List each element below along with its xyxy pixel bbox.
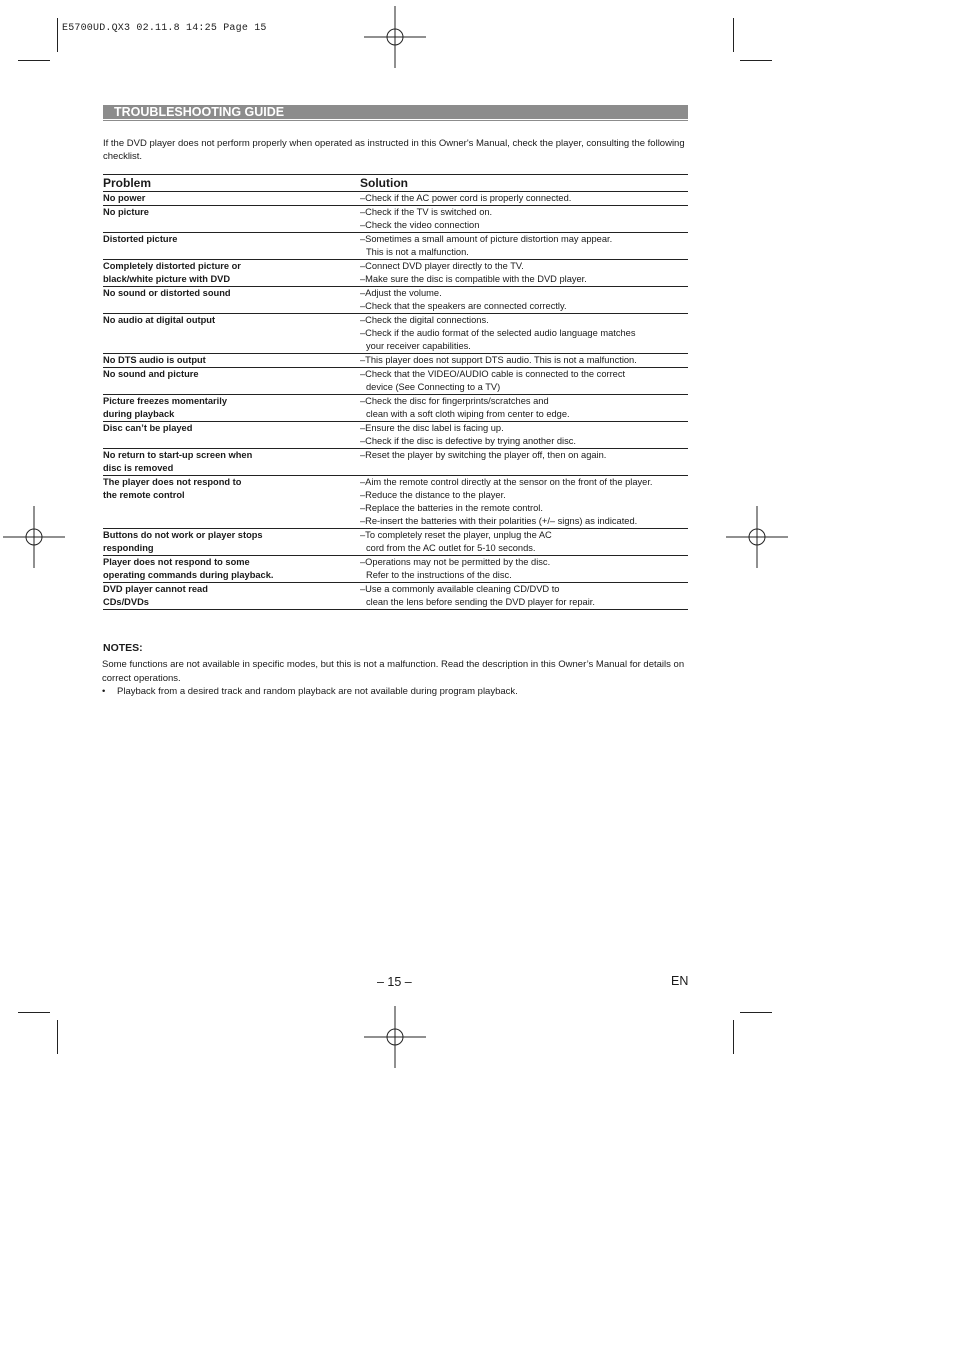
solution-line: –Reset the player by switching the player off, then on again. [360,450,607,460]
table-row [103,395,688,422]
solution-line: –Check if the AC power cord is properly connected. [360,193,572,203]
solution-line: –This player does not support DTS audio. This is not a malfunction. [360,355,637,365]
problem-line: The player does not respond to [103,477,242,487]
problem-cell [103,192,360,206]
problem-cell [103,449,360,476]
table-row [103,287,688,314]
solution-cell [360,314,688,354]
problem-line: the remote control [103,490,185,500]
solution-cell [360,233,688,260]
solution-line: –Use a commonly available cleaning CD/DVD to [360,584,560,594]
registration-mark-icon [726,506,788,568]
problem-cell [103,206,360,233]
problem-line: operating commands during playback. [103,570,274,580]
solution-cell [360,556,688,583]
solution-line: Refer to the instructions of the disc. [366,570,512,580]
solution-line: –Aim the remote control directly at the sensor on the front of the player. [360,477,653,487]
problem-line: No power [103,193,146,203]
notes-title: NOTES: [103,642,143,654]
section-title: TROUBLESHOOTING GUIDE [103,105,688,119]
crop-mark [740,1012,772,1013]
problem-line: black/white picture with DVD [103,274,231,284]
table-row [103,314,688,354]
registration-mark-icon [3,506,65,568]
registration-mark-icon [364,6,426,68]
table-row [103,260,688,287]
problem-cell [103,354,360,368]
print-slug: E5700UD.QX3 02.11.8 14:25 Page 15 [62,23,267,34]
problem-cell [103,529,360,556]
problem-cell [103,287,360,314]
table-row [103,354,688,368]
solution-cell [360,449,688,476]
problem-line: No return to start-up screen when [103,450,253,460]
solution-line: –To completely reset the player, unplug the AC [360,530,552,540]
problem-cell [103,395,360,422]
problem-cell [103,368,360,395]
solution-line: –Check that the speakers are connected correctly. [360,301,567,311]
problem-cell [103,314,360,354]
problem-cell [103,583,360,610]
crop-mark [57,18,58,52]
column-header-solution: Solution [360,175,688,192]
table-row [103,476,688,529]
problem-cell [103,556,360,583]
notes-text: Some functions are not available in specific modes, but this is not a malfunction. Read the description in this Owner’s Manual for details on correct operations. [102,659,685,684]
problem-line: No DTS audio is output [103,355,206,365]
crop-mark [18,60,50,61]
language-code: EN [671,974,689,988]
problem-line: No sound or distorted sound [103,288,231,298]
solution-line: –Check if the TV is switched on. [360,207,493,217]
table-row [103,449,688,476]
problem-cell [103,260,360,287]
solution-cell [360,529,688,556]
solution-cell [360,260,688,287]
solution-line: clean with a soft cloth wiping from center to edge. [366,409,570,419]
solution-line: –Check if the disc is defective by trying another disc. [360,436,576,446]
table-row [103,192,688,206]
solution-line: –Re-insert the batteries with their polarities (+/– signs) as indicated. [360,516,638,526]
page-number: – 15 – [377,975,412,989]
solution-line: –Reduce the distance to the player. [360,490,506,500]
solution-line: –Check the digital connections. [360,315,489,325]
table-row [103,206,688,233]
solution-line: –Make sure the disc is compatible with the DVD player. [360,274,587,284]
solution-line: cord from the AC outlet for 5-10 seconds. [366,543,536,553]
notes-bullet-text: Playback from a desired track and random playback are not available during program playback. [117,686,518,697]
solution-cell [360,192,688,206]
registration-mark-icon [364,1006,426,1068]
problem-line: Picture freezes momentarily [103,396,228,406]
solution-line: –Ensure the disc label is facing up. [360,423,504,433]
table-row [103,233,688,260]
solution-line: –Check if the audio format of the selected audio language matches [360,328,636,338]
intro-paragraph: If the DVD player does not perform properly when operated as instructed in this Owner's Manual, check the player, consulting the following checklist. [103,138,685,162]
crop-mark [18,1012,50,1013]
section-title-rule [103,120,688,121]
solution-line: –Replace the batteries in the remote control. [360,503,543,513]
table-body [103,192,688,610]
table-row [103,529,688,556]
solution-line: –Adjust the volume. [360,288,442,298]
table-row [103,422,688,449]
crop-mark [733,18,734,52]
solution-cell [360,354,688,368]
problem-line: Player does not respond to some [103,557,250,567]
crop-mark [57,1020,58,1054]
solution-line: This is not a malfunction. [366,247,469,257]
solution-line: clean the lens before sending the DVD player for repair. [366,597,595,607]
problem-cell [103,422,360,449]
problem-cell [103,233,360,260]
notes-bullet-item [102,685,692,698]
solution-line: –Check the video connection [360,220,480,230]
problem-line: Distorted picture [103,234,178,244]
solution-cell [360,287,688,314]
problem-line: during playback [103,409,175,419]
solution-line: device (See Connecting to a TV) [366,382,501,392]
solution-cell [360,206,688,233]
table-row [103,368,688,395]
problem-line: Disc can’t be played [103,423,193,433]
problem-line: Buttons do not work or player stops [103,530,263,540]
problem-line: No audio at digital output [103,315,216,325]
crop-mark [733,1020,734,1054]
table-row [103,556,688,583]
troubleshooting-table [103,174,688,610]
solution-cell [360,395,688,422]
problem-line: No picture [103,207,149,217]
solution-line: –Check the disc for fingerprints/scratches and [360,396,549,406]
table-header-row [103,175,688,192]
bullet-mark: • [102,686,106,697]
solution-line: –Sometimes a small amount of picture distortion may appear. [360,234,613,244]
problem-line: CDs/DVDs [103,597,149,607]
problem-line: Completely distorted picture or [103,261,241,271]
problem-cell [103,476,360,529]
solution-cell [360,422,688,449]
solution-cell [360,476,688,529]
problem-line: No sound and picture [103,369,199,379]
problem-line: disc is removed [103,463,174,473]
crop-mark [740,60,772,61]
table-row [103,583,688,610]
solution-line: –Operations may not be permitted by the disc. [360,557,551,567]
solution-cell [360,368,688,395]
column-header-problem: Problem [103,175,360,192]
solution-line: –Check that the VIDEO/AUDIO cable is connected to the correct [360,369,626,379]
problem-line: DVD player cannot read [103,584,208,594]
solution-cell [360,583,688,610]
problem-line: responding [103,543,154,553]
solution-line: –Connect DVD player directly to the TV. [360,261,524,271]
solution-line: your receiver capabilities. [366,341,471,351]
